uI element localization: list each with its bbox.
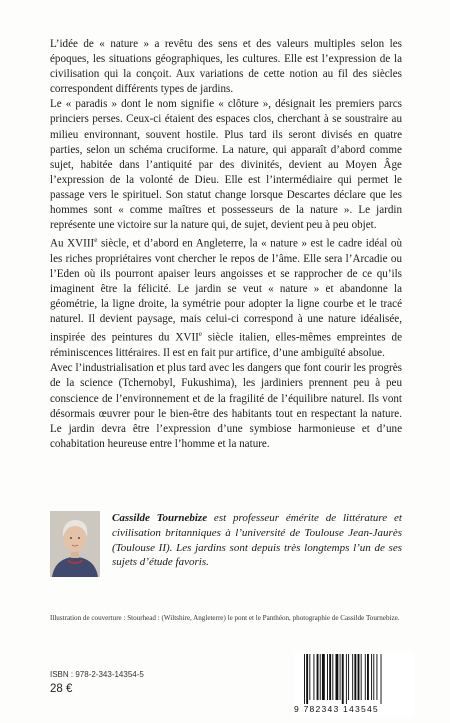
- superscript: e: [198, 330, 202, 339]
- author-description: est professeur émérite de littérature et civilisation britanniques à l’université de Toulouse Jean-Jaurès (Toulouse II). Les jardins sont depuis très longtemps l’un de ses sujets d’étude favoris.: [112, 512, 402, 569]
- paragraph-2: Le « paradis » dont le nom signifie « clôture », désignait les premiers parcs princiers perses. Ceux-ci étaient des espaces clos, cherchant à se soustraire au milieu environnant, souvent hostile. Plus tard ils seront divisés en quatre parties, selon un schéma cruciforme. La nature, qui apparaît d’abord comme sujet, habitée dans l’antiquité par des divinités, devient au Moyen Âge l’expression de la volonté de Dieu. Elle est l’intermédiaire qui permet le passage vers le spirituel. Son statut change lorsque Descartes déclare que les hommes sont « comme maîtres et possesseurs de la nature ». Le jardin représente une victoire sur la nature qui, de sujet, devient peu à peu objet.: [50, 98, 402, 232]
- back-cover-text: [50, 37, 402, 452]
- author-portrait: [50, 511, 100, 577]
- paragraph-1: L’idée de « nature » a revêtu des sens et des valeurs multiples selon les époques, les situations géographiques, les cultures. Elle est l’expression de la civilisation qui la conçoit. Aux variations de cette notion au fil des siècles correspondent différents types de jardins.: [50, 38, 402, 96]
- paragraph-3: [50, 233, 402, 361]
- barcode-bars: [294, 652, 414, 704]
- author-bio: [112, 511, 402, 570]
- cover-caption: Illustration de couverture : Stourhead : (Wiltshire, Angleterre) le pont et le Panthéon, photographie de Cassilde Tournebize.: [50, 614, 400, 622]
- price: 28 €: [50, 683, 73, 695]
- author-section: [50, 511, 402, 583]
- author-name: Cassilde Tournebize: [112, 512, 208, 524]
- paragraph-4: Avec l’industrialisation et plus tard avec les dangers que font courir les progrès de la science (Tchernobyl, Fukushima), les jardiniers prennent peu à peu conscience de l’environnement et de la fragilité de l’équilibre naturel. Ils vont désormais œuvrer pour le bien-être des habitants tout en respectant la nature. Le jardin devra être l’expression d’une symbiose harmonieuse et d’une cohabitation heureuse entre l’homme et la nature.: [50, 362, 402, 450]
- paragraph-3-part-a: Au XVIII: [50, 237, 95, 250]
- barcode: [294, 652, 414, 716]
- paragraph-3-part-b: siècle, et d’abord en Angleterre, la « nature » est le cadre idéal où les riches propriétaires vont chercher le repos de l’âme. Elle sera l’Arcadie ou l’Eden où ils pourront apaiser leurs angoisses et se rapprocher de ce qu’ils imaginent être la félicité. Le jardin se veut « nature » et abandonne la géométrie, la ligne droite, la symétrie pour adopter la ligne courbe et le tracé naturel. Il devient paysage, mais celui-ci correspond à une nature idéalisée, inspirée des peintures du XVII: [50, 237, 402, 345]
- paragraph-3-part-c: siècle italien, elles-mêmes empreintes de réminiscences littéraires. Il est en fait pur artifice, d’une ambiguïté absolue.: [50, 332, 402, 360]
- barcode-number: 9 782343 143545: [294, 704, 379, 714]
- isbn: ISBN : 978-2-343-14354-5: [50, 670, 144, 679]
- superscript: e: [94, 236, 98, 245]
